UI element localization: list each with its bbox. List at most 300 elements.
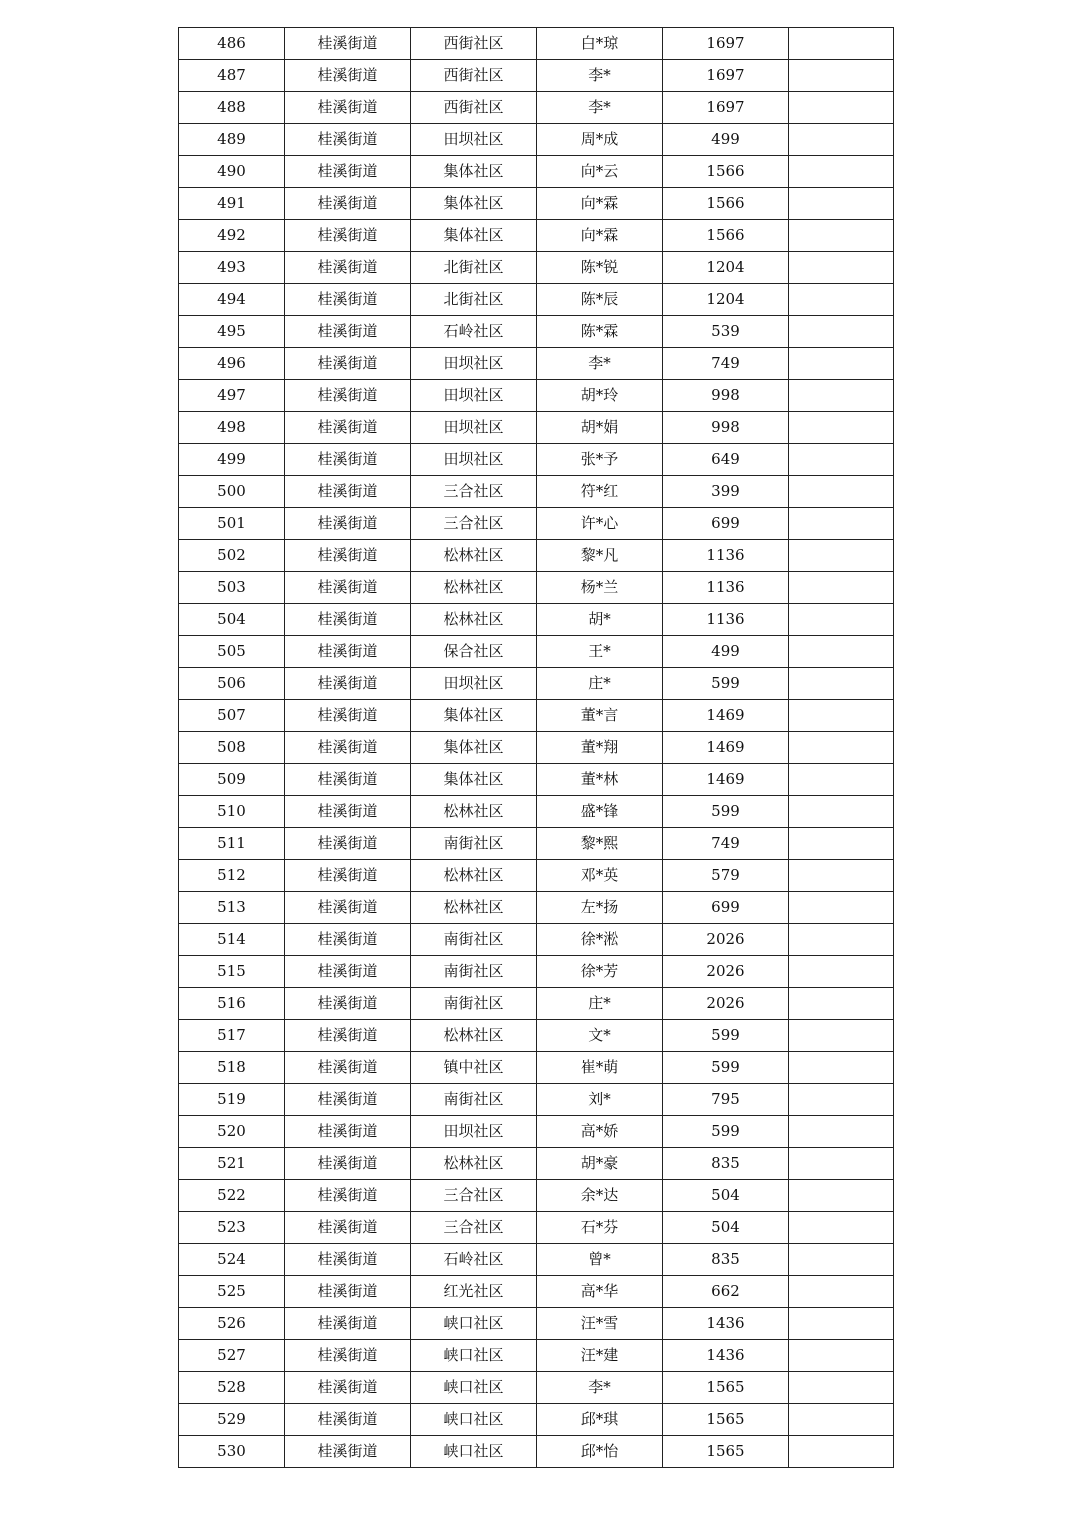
community-cell: 松林社区 — [411, 796, 537, 828]
table-row — [179, 1244, 894, 1276]
amount-cell: 1136 — [663, 540, 789, 572]
community-cell: 松林社区 — [411, 540, 537, 572]
row-number-cell: 512 — [179, 860, 285, 892]
table-row — [179, 60, 894, 92]
street-cell: 桂溪街道 — [285, 412, 411, 444]
name-cell: 周*成 — [537, 124, 663, 156]
name-cell: 徐*淞 — [537, 924, 663, 956]
note-cell — [789, 796, 894, 828]
table-row — [179, 284, 894, 316]
name-cell: 向*霖 — [537, 220, 663, 252]
table-row — [179, 348, 894, 380]
name-cell: 胡*玲 — [537, 380, 663, 412]
name-cell: 汪*建 — [537, 1340, 663, 1372]
table-row — [179, 636, 894, 668]
table-row — [179, 892, 894, 924]
community-cell: 三合社区 — [411, 476, 537, 508]
row-number-cell: 527 — [179, 1340, 285, 1372]
table-row — [179, 1372, 894, 1404]
street-cell: 桂溪街道 — [285, 444, 411, 476]
note-cell — [789, 188, 894, 220]
row-number-cell: 523 — [179, 1212, 285, 1244]
note-cell — [789, 956, 894, 988]
amount-cell: 1697 — [663, 28, 789, 60]
table-row — [179, 92, 894, 124]
table-row — [179, 444, 894, 476]
note-cell — [789, 1308, 894, 1340]
table-row — [179, 508, 894, 540]
street-cell: 桂溪街道 — [285, 220, 411, 252]
row-number-cell: 486 — [179, 28, 285, 60]
amount-cell: 699 — [663, 508, 789, 540]
row-number-cell: 492 — [179, 220, 285, 252]
note-cell — [789, 412, 894, 444]
street-cell: 桂溪街道 — [285, 156, 411, 188]
table-row — [179, 156, 894, 188]
community-cell: 峡口社区 — [411, 1308, 537, 1340]
amount-cell: 699 — [663, 892, 789, 924]
community-cell: 保合社区 — [411, 636, 537, 668]
note-cell — [789, 572, 894, 604]
row-number-cell: 526 — [179, 1308, 285, 1340]
name-cell: 邱*怡 — [537, 1436, 663, 1468]
name-cell: 董*翔 — [537, 732, 663, 764]
name-cell: 盛*锋 — [537, 796, 663, 828]
row-number-cell: 507 — [179, 700, 285, 732]
community-cell: 集体社区 — [411, 764, 537, 796]
table-row — [179, 1116, 894, 1148]
name-cell: 曾* — [537, 1244, 663, 1276]
name-cell: 向*云 — [537, 156, 663, 188]
community-cell: 田坝社区 — [411, 444, 537, 476]
community-cell: 松林社区 — [411, 604, 537, 636]
street-cell: 桂溪街道 — [285, 1244, 411, 1276]
community-cell: 集体社区 — [411, 700, 537, 732]
row-number-cell: 508 — [179, 732, 285, 764]
amount-cell: 1469 — [663, 732, 789, 764]
street-cell: 桂溪街道 — [285, 540, 411, 572]
note-cell — [789, 1244, 894, 1276]
community-cell: 峡口社区 — [411, 1436, 537, 1468]
note-cell — [789, 1212, 894, 1244]
amount-cell: 2026 — [663, 924, 789, 956]
table-row — [179, 316, 894, 348]
name-cell: 白*琼 — [537, 28, 663, 60]
name-cell: 邱*琪 — [537, 1404, 663, 1436]
table-row — [179, 1084, 894, 1116]
amount-cell: 835 — [663, 1148, 789, 1180]
community-cell: 镇中社区 — [411, 1052, 537, 1084]
table-row — [179, 764, 894, 796]
street-cell: 桂溪街道 — [285, 380, 411, 412]
note-cell — [789, 476, 894, 508]
row-number-cell: 494 — [179, 284, 285, 316]
community-cell: 田坝社区 — [411, 348, 537, 380]
table-row — [179, 860, 894, 892]
table-row — [179, 220, 894, 252]
amount-cell: 399 — [663, 476, 789, 508]
street-cell: 桂溪街道 — [285, 1372, 411, 1404]
table-row — [179, 1436, 894, 1468]
row-number-cell: 524 — [179, 1244, 285, 1276]
note-cell — [789, 924, 894, 956]
table-row — [179, 700, 894, 732]
street-cell: 桂溪街道 — [285, 1436, 411, 1468]
amount-cell: 599 — [663, 668, 789, 700]
note-cell — [789, 284, 894, 316]
row-number-cell: 518 — [179, 1052, 285, 1084]
amount-cell: 1436 — [663, 1308, 789, 1340]
street-cell: 桂溪街道 — [285, 1308, 411, 1340]
note-cell — [789, 892, 894, 924]
note-cell — [789, 1052, 894, 1084]
note-cell — [789, 668, 894, 700]
table-row — [179, 988, 894, 1020]
amount-cell: 1565 — [663, 1404, 789, 1436]
table-row — [179, 732, 894, 764]
name-cell: 高*娇 — [537, 1116, 663, 1148]
name-cell: 刘* — [537, 1084, 663, 1116]
row-number-cell: 525 — [179, 1276, 285, 1308]
row-number-cell: 496 — [179, 348, 285, 380]
amount-cell: 1136 — [663, 572, 789, 604]
amount-cell: 795 — [663, 1084, 789, 1116]
row-number-cell: 505 — [179, 636, 285, 668]
street-cell: 桂溪街道 — [285, 28, 411, 60]
name-cell: 李* — [537, 92, 663, 124]
community-cell: 集体社区 — [411, 732, 537, 764]
street-cell: 桂溪街道 — [285, 284, 411, 316]
name-cell: 胡* — [537, 604, 663, 636]
community-cell: 集体社区 — [411, 220, 537, 252]
note-cell — [789, 380, 894, 412]
note-cell — [789, 988, 894, 1020]
street-cell: 桂溪街道 — [285, 124, 411, 156]
name-cell: 石*芬 — [537, 1212, 663, 1244]
amount-cell: 1566 — [663, 220, 789, 252]
note-cell — [789, 636, 894, 668]
note-cell — [789, 508, 894, 540]
table-row — [179, 476, 894, 508]
street-cell: 桂溪街道 — [285, 1148, 411, 1180]
row-number-cell: 506 — [179, 668, 285, 700]
note-cell — [789, 1372, 894, 1404]
table-row — [179, 668, 894, 700]
row-number-cell: 498 — [179, 412, 285, 444]
note-cell — [789, 540, 894, 572]
row-number-cell: 503 — [179, 572, 285, 604]
table-row — [179, 956, 894, 988]
note-cell — [789, 156, 894, 188]
note-cell — [789, 1340, 894, 1372]
community-cell: 田坝社区 — [411, 668, 537, 700]
street-cell: 桂溪街道 — [285, 700, 411, 732]
community-cell: 田坝社区 — [411, 124, 537, 156]
community-cell: 北街社区 — [411, 284, 537, 316]
community-cell: 红光社区 — [411, 1276, 537, 1308]
name-cell: 李* — [537, 60, 663, 92]
street-cell: 桂溪街道 — [285, 924, 411, 956]
name-cell: 余*达 — [537, 1180, 663, 1212]
name-cell: 杨*兰 — [537, 572, 663, 604]
street-cell: 桂溪街道 — [285, 956, 411, 988]
note-cell — [789, 252, 894, 284]
amount-cell: 1697 — [663, 92, 789, 124]
name-cell: 胡*娟 — [537, 412, 663, 444]
name-cell: 左*扬 — [537, 892, 663, 924]
note-cell — [789, 1404, 894, 1436]
name-cell: 黎*凡 — [537, 540, 663, 572]
note-cell — [789, 92, 894, 124]
street-cell: 桂溪街道 — [285, 348, 411, 380]
amount-cell: 1204 — [663, 252, 789, 284]
note-cell — [789, 1180, 894, 1212]
table-row — [179, 1180, 894, 1212]
street-cell: 桂溪街道 — [285, 1052, 411, 1084]
street-cell: 桂溪街道 — [285, 1180, 411, 1212]
name-cell: 李* — [537, 348, 663, 380]
community-cell: 峡口社区 — [411, 1372, 537, 1404]
note-cell — [789, 1276, 894, 1308]
amount-cell: 662 — [663, 1276, 789, 1308]
street-cell: 桂溪街道 — [285, 252, 411, 284]
amount-cell: 998 — [663, 412, 789, 444]
name-cell: 高*华 — [537, 1276, 663, 1308]
row-number-cell: 511 — [179, 828, 285, 860]
name-cell: 崔*萌 — [537, 1052, 663, 1084]
name-cell: 董*言 — [537, 700, 663, 732]
amount-cell: 1566 — [663, 188, 789, 220]
row-number-cell: 513 — [179, 892, 285, 924]
street-cell: 桂溪街道 — [285, 60, 411, 92]
note-cell — [789, 828, 894, 860]
community-cell: 南街社区 — [411, 828, 537, 860]
community-cell: 集体社区 — [411, 188, 537, 220]
amount-cell: 1565 — [663, 1436, 789, 1468]
name-cell: 许*心 — [537, 508, 663, 540]
community-cell: 峡口社区 — [411, 1340, 537, 1372]
community-cell: 西街社区 — [411, 92, 537, 124]
table-row — [179, 252, 894, 284]
note-cell — [789, 1116, 894, 1148]
table-row — [179, 1148, 894, 1180]
row-number-cell: 500 — [179, 476, 285, 508]
table-row — [179, 1212, 894, 1244]
amount-cell: 499 — [663, 124, 789, 156]
community-cell: 南街社区 — [411, 1084, 537, 1116]
note-cell — [789, 1148, 894, 1180]
note-cell — [789, 348, 894, 380]
note-cell — [789, 444, 894, 476]
note-cell — [789, 1084, 894, 1116]
table-row — [179, 188, 894, 220]
street-cell: 桂溪街道 — [285, 732, 411, 764]
amount-cell: 1565 — [663, 1372, 789, 1404]
name-cell: 张*予 — [537, 444, 663, 476]
amount-cell: 539 — [663, 316, 789, 348]
row-number-cell: 516 — [179, 988, 285, 1020]
street-cell: 桂溪街道 — [285, 1020, 411, 1052]
table-row — [179, 1020, 894, 1052]
street-cell: 桂溪街道 — [285, 92, 411, 124]
table-row — [179, 1052, 894, 1084]
community-cell: 田坝社区 — [411, 412, 537, 444]
community-cell: 石岭社区 — [411, 1244, 537, 1276]
amount-cell: 649 — [663, 444, 789, 476]
note-cell — [789, 316, 894, 348]
row-number-cell: 488 — [179, 92, 285, 124]
row-number-cell: 493 — [179, 252, 285, 284]
name-cell: 庄* — [537, 668, 663, 700]
row-number-cell: 487 — [179, 60, 285, 92]
amount-cell: 749 — [663, 828, 789, 860]
row-number-cell: 490 — [179, 156, 285, 188]
document-table-container — [178, 27, 894, 1468]
community-cell: 松林社区 — [411, 1148, 537, 1180]
street-cell: 桂溪街道 — [285, 188, 411, 220]
amount-cell: 599 — [663, 1020, 789, 1052]
street-cell: 桂溪街道 — [285, 988, 411, 1020]
amount-cell: 1469 — [663, 700, 789, 732]
street-cell: 桂溪街道 — [285, 316, 411, 348]
community-cell: 三合社区 — [411, 508, 537, 540]
community-cell: 三合社区 — [411, 1212, 537, 1244]
row-number-cell: 489 — [179, 124, 285, 156]
street-cell: 桂溪街道 — [285, 1276, 411, 1308]
name-cell: 陈*辰 — [537, 284, 663, 316]
street-cell: 桂溪街道 — [285, 1404, 411, 1436]
street-cell: 桂溪街道 — [285, 572, 411, 604]
street-cell: 桂溪街道 — [285, 1212, 411, 1244]
name-cell: 胡*豪 — [537, 1148, 663, 1180]
amount-cell: 1136 — [663, 604, 789, 636]
row-number-cell: 501 — [179, 508, 285, 540]
amount-cell: 835 — [663, 1244, 789, 1276]
amount-cell: 1436 — [663, 1340, 789, 1372]
row-number-cell: 499 — [179, 444, 285, 476]
amount-cell: 998 — [663, 380, 789, 412]
street-cell: 桂溪街道 — [285, 860, 411, 892]
amount-cell: 504 — [663, 1180, 789, 1212]
name-cell: 向*霖 — [537, 188, 663, 220]
name-cell: 李* — [537, 1372, 663, 1404]
table-row — [179, 1340, 894, 1372]
note-cell — [789, 60, 894, 92]
amount-cell: 1469 — [663, 764, 789, 796]
row-number-cell: 504 — [179, 604, 285, 636]
amount-cell: 599 — [663, 1116, 789, 1148]
community-cell: 三合社区 — [411, 1180, 537, 1212]
street-cell: 桂溪街道 — [285, 604, 411, 636]
community-cell: 北街社区 — [411, 252, 537, 284]
row-number-cell: 520 — [179, 1116, 285, 1148]
row-number-cell: 522 — [179, 1180, 285, 1212]
name-cell: 董*林 — [537, 764, 663, 796]
note-cell — [789, 604, 894, 636]
community-cell: 田坝社区 — [411, 1116, 537, 1148]
table-row — [179, 1308, 894, 1340]
row-number-cell: 519 — [179, 1084, 285, 1116]
amount-cell: 749 — [663, 348, 789, 380]
note-cell — [789, 124, 894, 156]
street-cell: 桂溪街道 — [285, 1116, 411, 1148]
amount-cell: 1697 — [663, 60, 789, 92]
name-cell: 文* — [537, 1020, 663, 1052]
street-cell: 桂溪街道 — [285, 668, 411, 700]
name-cell: 黎*熙 — [537, 828, 663, 860]
name-cell: 陈*霖 — [537, 316, 663, 348]
amount-cell: 579 — [663, 860, 789, 892]
row-number-cell: 495 — [179, 316, 285, 348]
row-number-cell: 497 — [179, 380, 285, 412]
street-cell: 桂溪街道 — [285, 508, 411, 540]
table-row — [179, 572, 894, 604]
community-cell: 南街社区 — [411, 956, 537, 988]
community-cell: 西街社区 — [411, 60, 537, 92]
note-cell — [789, 700, 894, 732]
street-cell: 桂溪街道 — [285, 764, 411, 796]
community-cell: 松林社区 — [411, 1020, 537, 1052]
subsidy-list-table — [178, 27, 894, 1468]
amount-cell: 599 — [663, 796, 789, 828]
row-number-cell: 530 — [179, 1436, 285, 1468]
row-number-cell: 517 — [179, 1020, 285, 1052]
community-cell: 西街社区 — [411, 28, 537, 60]
street-cell: 桂溪街道 — [285, 892, 411, 924]
name-cell: 陈*锐 — [537, 252, 663, 284]
table-row — [179, 796, 894, 828]
community-cell: 集体社区 — [411, 156, 537, 188]
note-cell — [789, 732, 894, 764]
community-cell: 田坝社区 — [411, 380, 537, 412]
community-cell: 松林社区 — [411, 572, 537, 604]
row-number-cell: 509 — [179, 764, 285, 796]
name-cell: 徐*芳 — [537, 956, 663, 988]
street-cell: 桂溪街道 — [285, 636, 411, 668]
amount-cell: 499 — [663, 636, 789, 668]
street-cell: 桂溪街道 — [285, 1084, 411, 1116]
community-cell: 南街社区 — [411, 924, 537, 956]
note-cell — [789, 1436, 894, 1468]
name-cell: 王* — [537, 636, 663, 668]
table-row — [179, 1276, 894, 1308]
name-cell: 邓*英 — [537, 860, 663, 892]
table-row — [179, 412, 894, 444]
table-row — [179, 828, 894, 860]
community-cell: 南街社区 — [411, 988, 537, 1020]
row-number-cell: 521 — [179, 1148, 285, 1180]
table-body — [179, 28, 894, 1468]
name-cell: 汪*雪 — [537, 1308, 663, 1340]
community-cell: 峡口社区 — [411, 1404, 537, 1436]
community-cell: 松林社区 — [411, 860, 537, 892]
row-number-cell: 510 — [179, 796, 285, 828]
table-row — [179, 1404, 894, 1436]
street-cell: 桂溪街道 — [285, 796, 411, 828]
amount-cell: 1566 — [663, 156, 789, 188]
street-cell: 桂溪街道 — [285, 1340, 411, 1372]
table-row — [179, 380, 894, 412]
amount-cell: 2026 — [663, 988, 789, 1020]
table-row — [179, 924, 894, 956]
street-cell: 桂溪街道 — [285, 476, 411, 508]
note-cell — [789, 1020, 894, 1052]
note-cell — [789, 220, 894, 252]
note-cell — [789, 860, 894, 892]
community-cell: 石岭社区 — [411, 316, 537, 348]
name-cell: 庄* — [537, 988, 663, 1020]
row-number-cell: 528 — [179, 1372, 285, 1404]
